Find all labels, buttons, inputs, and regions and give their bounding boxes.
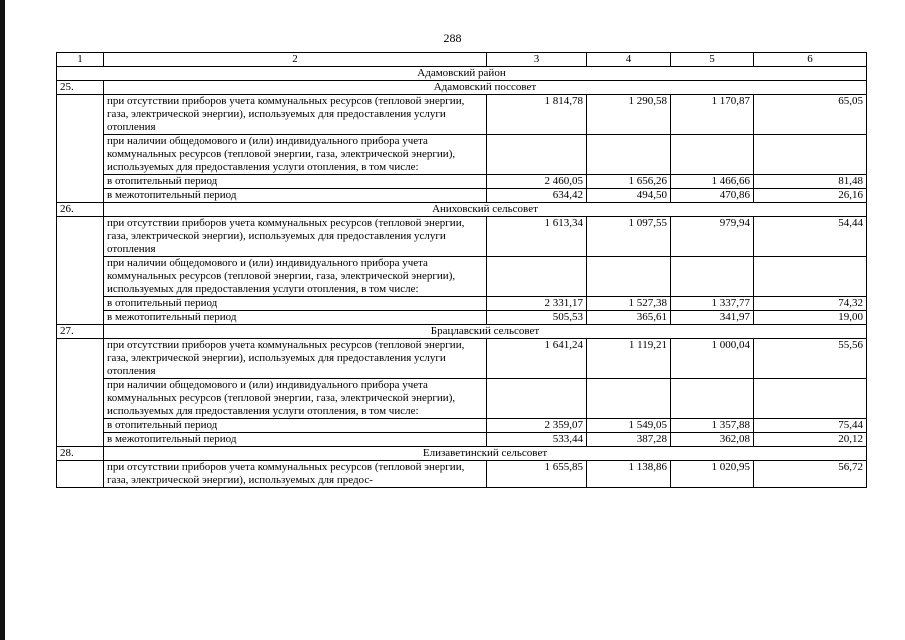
value-cell: 1 097,55 <box>587 217 671 257</box>
interheating-period-label: в межотопительный период <box>104 311 487 325</box>
value-cell: 362,08 <box>671 433 754 447</box>
section-name: Елизаветинский сельсовет <box>104 447 867 461</box>
value-cell: 55,56 <box>754 339 867 379</box>
section-header-row <box>57 203 867 217</box>
heating-period-row <box>57 175 867 189</box>
value-cell: 1 020,95 <box>671 461 754 488</box>
interheating-period-row <box>57 311 867 325</box>
value-cell: 1 119,21 <box>587 339 671 379</box>
index-spacer-cell <box>57 339 104 447</box>
heating-period-label: в отопительный период <box>104 297 487 311</box>
without-meters-row <box>57 339 867 379</box>
column-number: 3 <box>487 53 587 67</box>
value-cell: 1 655,85 <box>487 461 587 488</box>
empty-cell <box>587 257 671 297</box>
column-number: 1 <box>57 53 104 67</box>
section-name: Аниховский сельсовет <box>104 203 867 217</box>
value-cell: 19,00 <box>754 311 867 325</box>
section-header-row <box>57 81 867 95</box>
without-meters-text: при отсутствии приборов учета коммунальных ресурсов (тепловой энергии, газа, электрической энергии), используемых для предоставления услуги отопления <box>104 339 487 379</box>
with-meters-row <box>57 135 867 175</box>
district-row <box>57 67 867 81</box>
value-cell: 20,12 <box>754 433 867 447</box>
value-cell: 1 814,78 <box>487 95 587 135</box>
district-name: Адамовский район <box>57 67 867 81</box>
value-cell: 75,44 <box>754 419 867 433</box>
without-meters-row <box>57 217 867 257</box>
empty-cell <box>754 379 867 419</box>
section-index: 27. <box>57 325 104 339</box>
value-cell: 1 290,58 <box>587 95 671 135</box>
value-cell: 1 138,86 <box>587 461 671 488</box>
value-cell: 1 170,87 <box>671 95 754 135</box>
heating-period-row <box>57 419 867 433</box>
index-spacer-cell <box>57 95 104 203</box>
value-cell: 979,94 <box>671 217 754 257</box>
section-header-row <box>57 447 867 461</box>
index-spacer-cell <box>57 217 104 325</box>
tariff-table <box>56 52 867 488</box>
column-number-row <box>57 53 867 67</box>
column-number: 6 <box>754 53 867 67</box>
empty-cell <box>487 257 587 297</box>
index-spacer-cell <box>57 461 104 488</box>
interheating-period-row <box>57 433 867 447</box>
value-cell: 1 613,34 <box>487 217 587 257</box>
column-number: 5 <box>671 53 754 67</box>
value-cell: 65,05 <box>754 95 867 135</box>
value-cell: 1 549,05 <box>587 419 671 433</box>
without-meters-text: при отсутствии приборов учета коммунальных ресурсов (тепловой энергии, газа, электрической энергии), используемых для предоставления услуги отопления <box>104 217 487 257</box>
section-index: 26. <box>57 203 104 217</box>
empty-cell <box>671 135 754 175</box>
value-cell: 365,61 <box>587 311 671 325</box>
value-cell: 470,86 <box>671 189 754 203</box>
with-meters-text: при наличии общедомового и (или) индивидуального прибора учета коммунальных ресурсов (тепловой энергии, газа, электрической энергии), используемых для предоставления услуги отопления, в том числе: <box>104 135 487 175</box>
heating-period-label: в отопительный период <box>104 419 487 433</box>
with-meters-row <box>57 379 867 419</box>
column-number: 4 <box>587 53 671 67</box>
with-meters-text: при наличии общедомового и (или) индивидуального прибора учета коммунальных ресурсов (тепловой энергии, газа, электрической энергии), используемых для предоставления услуги отопления, в том числе: <box>104 257 487 297</box>
without-meters-text: при отсутствии приборов учета коммунальных ресурсов (тепловой энергии, газа, электрической энергии), используемых для предос- <box>104 461 487 488</box>
value-cell: 56,72 <box>754 461 867 488</box>
empty-cell <box>671 257 754 297</box>
value-cell: 494,50 <box>587 189 671 203</box>
empty-cell <box>487 135 587 175</box>
value-cell: 1 337,77 <box>671 297 754 311</box>
value-cell: 505,53 <box>487 311 587 325</box>
section-index: 28. <box>57 447 104 461</box>
empty-cell <box>671 379 754 419</box>
without-meters-row <box>57 95 867 135</box>
empty-cell <box>487 379 587 419</box>
value-cell: 74,32 <box>754 297 867 311</box>
value-cell: 1 357,88 <box>671 419 754 433</box>
value-cell: 81,48 <box>754 175 867 189</box>
value-cell: 341,97 <box>671 311 754 325</box>
empty-cell <box>587 135 671 175</box>
value-cell: 533,44 <box>487 433 587 447</box>
column-number: 2 <box>104 53 487 67</box>
interheating-period-label: в межотопительный период <box>104 189 487 203</box>
section-name: Брацлавский сельсовет <box>104 325 867 339</box>
value-cell: 2 460,05 <box>487 175 587 189</box>
empty-cell <box>754 135 867 175</box>
value-cell: 54,44 <box>754 217 867 257</box>
interheating-period-label: в межотопительный период <box>104 433 487 447</box>
value-cell: 2 331,17 <box>487 297 587 311</box>
value-cell: 2 359,07 <box>487 419 587 433</box>
value-cell: 26,16 <box>754 189 867 203</box>
page-number: 288 <box>443 31 462 45</box>
without-meters-text: при отсутствии приборов учета коммунальных ресурсов (тепловой энергии, газа, электрической энергии), используемых для предоставления услуги отопления <box>104 95 487 135</box>
with-meters-row <box>57 257 867 297</box>
value-cell: 1 466,66 <box>671 175 754 189</box>
heating-period-label: в отопительный период <box>104 175 487 189</box>
with-meters-text: при наличии общедомового и (или) индивидуального прибора учета коммунальных ресурсов (тепловой энергии, газа, электрической энергии), используемых для предоставления услуги отопления, в том числе: <box>104 379 487 419</box>
heating-period-row <box>57 297 867 311</box>
value-cell: 387,28 <box>587 433 671 447</box>
empty-cell <box>587 379 671 419</box>
value-cell: 1 656,26 <box>587 175 671 189</box>
value-cell: 1 000,04 <box>671 339 754 379</box>
without-meters-row <box>57 461 867 488</box>
value-cell: 634,42 <box>487 189 587 203</box>
section-index: 25. <box>57 81 104 95</box>
interheating-period-row <box>57 189 867 203</box>
empty-cell <box>754 257 867 297</box>
value-cell: 1 527,38 <box>587 297 671 311</box>
section-name: Адамовский поссовет <box>104 81 867 95</box>
scan-edge-bar <box>0 0 5 640</box>
tariff-table-body <box>57 53 867 488</box>
value-cell: 1 641,24 <box>487 339 587 379</box>
section-header-row <box>57 325 867 339</box>
